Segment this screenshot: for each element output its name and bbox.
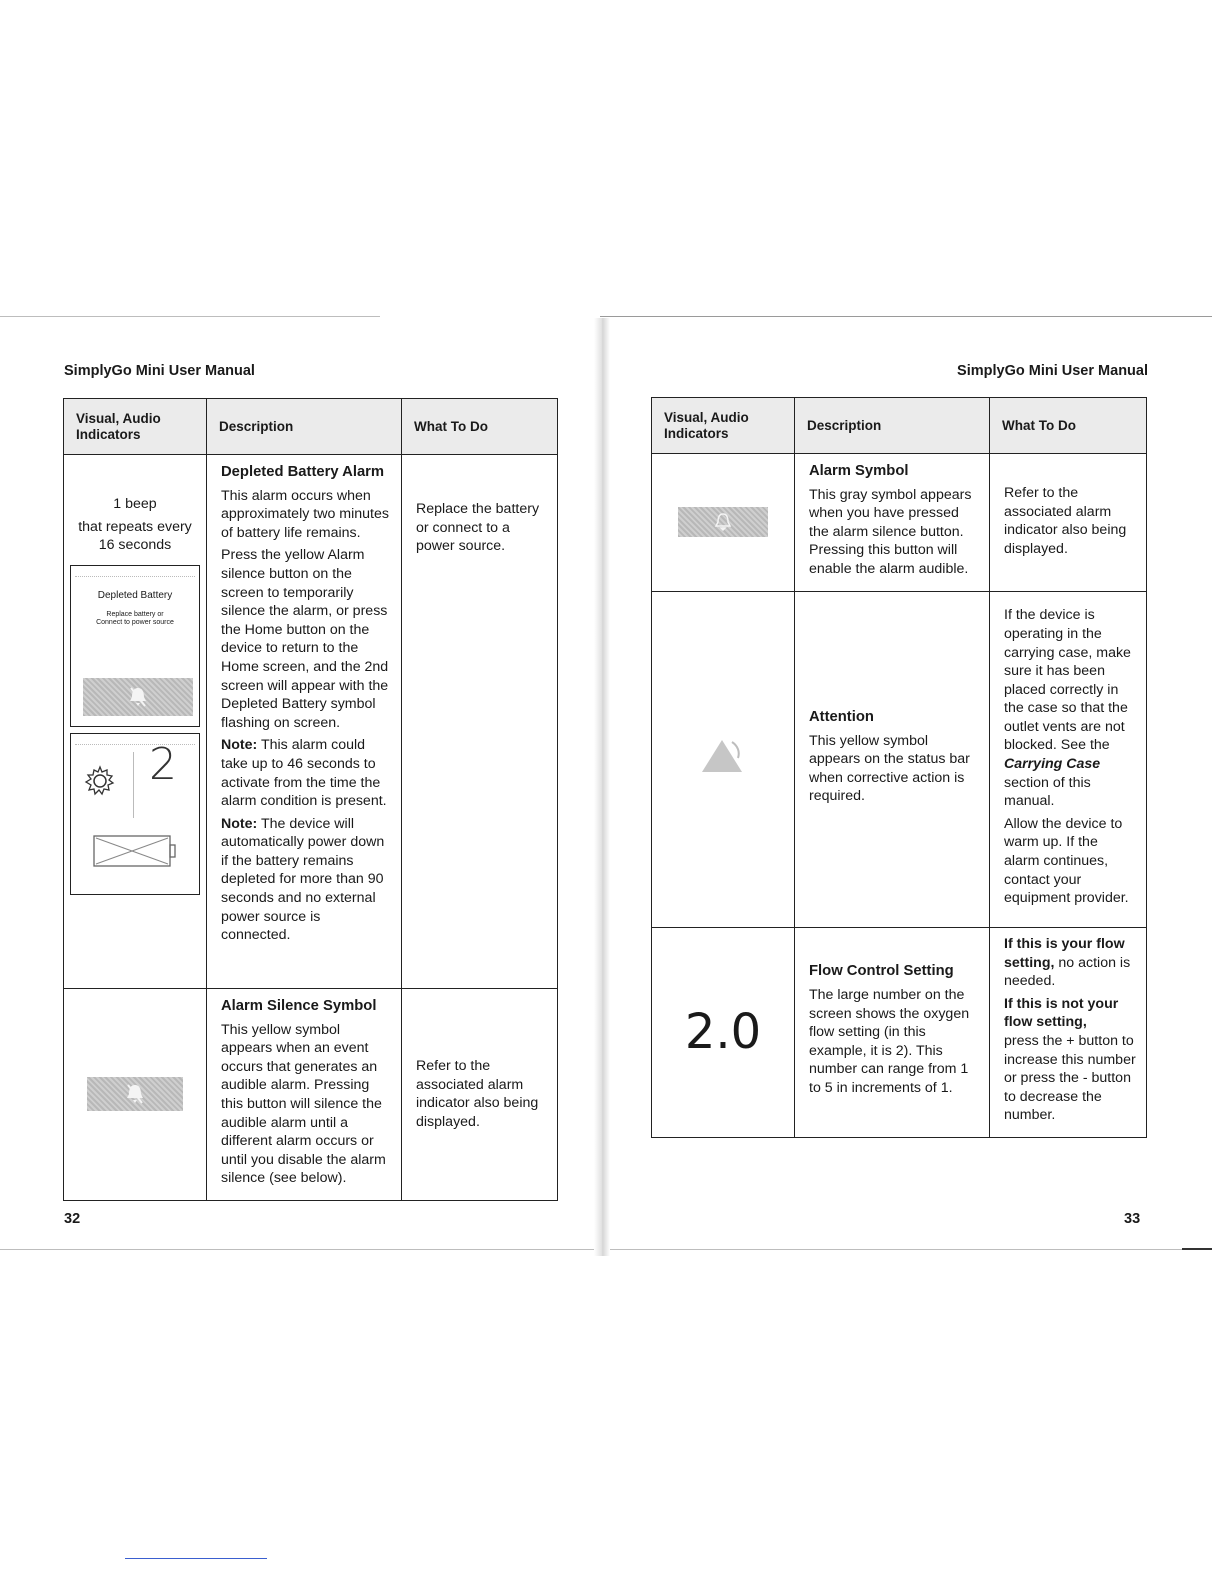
what-to-do-cell: Refer to the associated alarm indicator also being displayed.: [990, 454, 1147, 592]
note-1: [221, 736, 391, 810]
table-row-depleted-battery: [64, 455, 558, 989]
description-cell: [207, 989, 402, 1201]
column-header-indicators: Visual, Audio Indicators: [652, 398, 795, 454]
todo-emphasis: Carrying Case: [1004, 756, 1101, 773]
todo-text: press the + button to increase this number or press the - button to decrease the number.: [1004, 1033, 1136, 1124]
screen-text-1: Replace battery or: [106, 611, 164, 619]
bell-slash-icon: [87, 1077, 183, 1111]
note-label: Note:: [221, 737, 258, 754]
beep-line-1: 1 beep: [113, 496, 157, 512]
indicator-cell: [64, 455, 207, 989]
todo-text: If the device is operating in the carrying case, make sure it has been placed correctly in the case so that the outlet vents are not blocked. See the: [1004, 607, 1131, 754]
desc-paragraph-2: Press the yellow Alarm silence button on the screen to temporarily silence the alarm, or press the Home button on the device to return to the Home screen, and the 2nd screen will appear with the Depleted Battery symbol flashing on screen.: [221, 547, 389, 731]
table-row-alarm-silence: [64, 989, 558, 1201]
desc-paragraph-1: This yellow symbol appears on the status bar when corrective action is required.: [809, 732, 970, 805]
description-cell: [207, 455, 402, 989]
todo-bold: If this is your flow setting,: [1004, 936, 1125, 971]
todo-paragraph-1: [1004, 606, 1136, 811]
column-header-what-to-do: What To Do: [990, 398, 1147, 454]
row-title: Alarm Symbol: [809, 463, 909, 479]
second-screen: [70, 733, 200, 895]
what-to-do-cell: [990, 591, 1147, 927]
note-2: [221, 815, 391, 945]
right-page-edge-mark: [1182, 1248, 1212, 1250]
screen-title: Depleted Battery: [97, 589, 173, 601]
left-page-header: SimplyGo Mini User Manual: [64, 363, 255, 379]
row-title: Depleted Battery Alarm: [221, 464, 385, 480]
left-page-number: 32: [64, 1211, 81, 1227]
desc-paragraph-1: The large number on the screen shows the oxygen flow setting (in this example, it is 2). This number can range from 1 to 5 in increments of 1.: [809, 987, 970, 1097]
table-row-alarm-symbol: [652, 454, 1147, 592]
what-to-do-cell: [990, 927, 1147, 1137]
book-gutter: [594, 318, 610, 1256]
todo-paragraph-2: [1004, 995, 1136, 1125]
desc-paragraph-1: This gray symbol appears when you have pressed the alarm silence button. Pressing this button will enable the alarm audible.: [809, 486, 972, 577]
description-cell: [795, 927, 990, 1137]
indicator-cell: [64, 989, 207, 1201]
table-header-row: [652, 398, 1147, 454]
note-text: This alarm could take up to 46 seconds to activate from the time the alarm condition is present.: [221, 737, 387, 810]
table-header-row: [64, 399, 558, 455]
flow-setting-number: 2.0: [684, 1003, 762, 1060]
desc-paragraph-1: This yellow symbol appears when an event occurs that generates an audible alarm. Pressing this button will silence the audible alarm until a different alarm occurs or until you disable the alarm silence (see below).: [221, 1021, 386, 1187]
todo-bold: If this is not your flow setting,: [1004, 995, 1119, 1031]
description-cell: [795, 591, 990, 927]
right-page-number: 33: [1124, 1211, 1141, 1227]
column-header-description: Description: [207, 399, 402, 455]
todo-text: no action is needed.: [1004, 954, 1131, 990]
left-indicator-table: [63, 398, 558, 1201]
table-row-flow-control: [652, 927, 1147, 1137]
todo-text: section of this manual.: [1004, 774, 1091, 810]
screen-text-2: Connect to power source: [96, 619, 174, 627]
column-header-what-to-do: What To Do: [402, 399, 558, 455]
bell-slash-icon: [83, 678, 193, 716]
todo-paragraph-1: [1004, 935, 1136, 991]
beep-line-3: 16 seconds: [98, 537, 172, 554]
column-header-description: Description: [795, 398, 990, 454]
row-title: Flow Control Setting: [809, 963, 954, 980]
what-to-do-cell: Refer to the associated alarm indicator also being displayed.: [402, 989, 558, 1201]
note-label: Note:: [221, 815, 258, 832]
gear-icon: [83, 764, 117, 804]
top-edge-right: [600, 316, 1212, 317]
todo-paragraph-2: Allow the device to warm up. If the alarm continues, contact your equipment provider.: [1004, 815, 1129, 907]
top-edge-left: [0, 316, 380, 317]
beep-line-2: that repeats every: [78, 518, 192, 535]
row-title: Alarm Silence Symbol: [221, 998, 377, 1014]
desc-paragraph-1: This alarm occurs when approximately two minutes of battery life remains.: [221, 487, 389, 541]
indicator-cell: [652, 591, 795, 927]
indicator-cell: [652, 927, 795, 1137]
empty-battery-icon: [93, 834, 177, 874]
description-cell: [795, 454, 990, 592]
depleted-battery-screen: [70, 565, 200, 727]
table-row-attention: [652, 591, 1147, 927]
bottom-scan-line: [125, 1558, 267, 1559]
column-header-indicators: Visual, Audio Indicators: [64, 399, 207, 455]
note-text: The device will automatically power down if the battery remains depleted for more than 90 seconds and no external power source is connected.: [221, 815, 385, 944]
row-title: Attention: [809, 709, 874, 726]
what-to-do-cell: Replace the battery or connect to a power source.: [402, 455, 558, 989]
indicator-cell: [652, 454, 795, 592]
right-page-header: SimplyGo Mini User Manual: [957, 363, 1148, 379]
second-screen-number: 2: [149, 738, 177, 790]
right-indicator-table: [651, 397, 1147, 1138]
bell-icon: [678, 507, 768, 537]
warning-triangle-icon: [652, 736, 794, 782]
